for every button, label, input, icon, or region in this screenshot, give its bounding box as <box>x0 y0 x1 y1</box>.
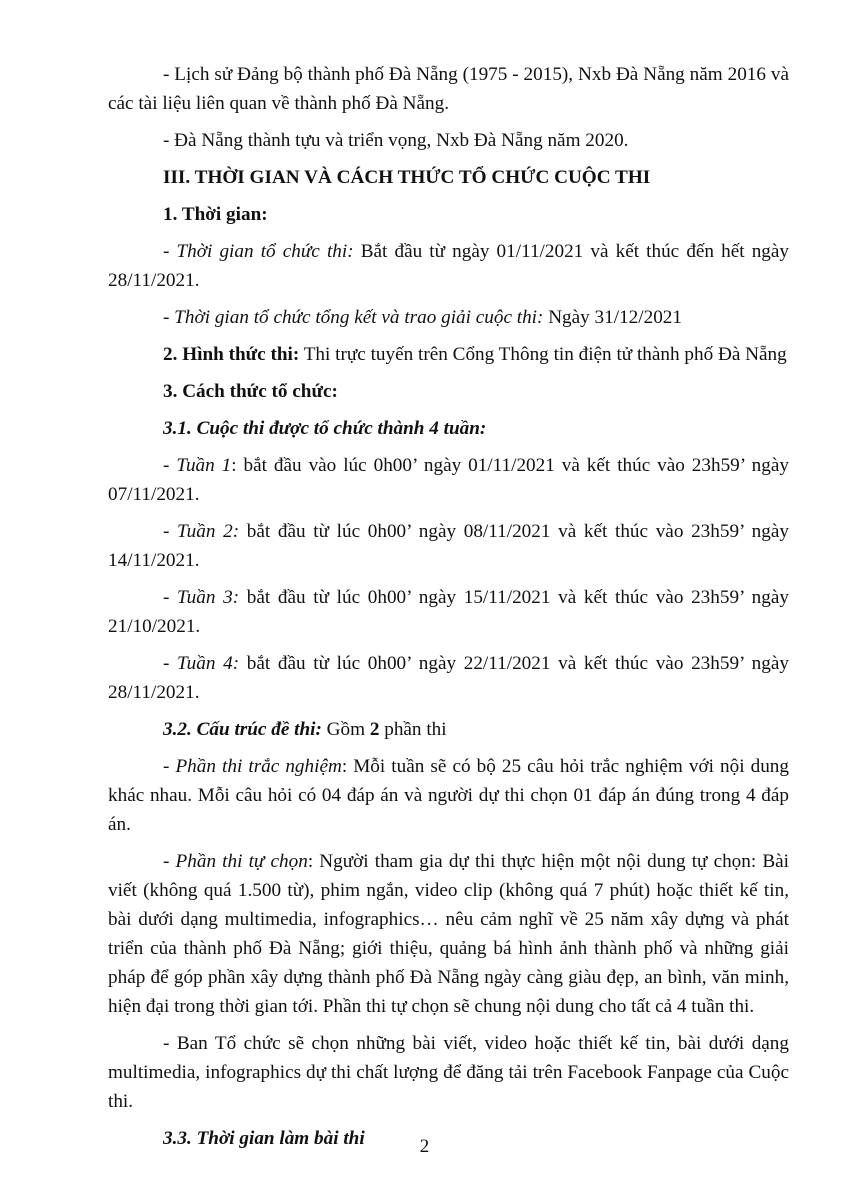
organizer-paragraph: - Ban Tổ chức sẽ chọn những bài viết, video hoặc thiết kế tin, bài dưới dạng multimedia, infographics dự thi chất lượng để đăng tải trên Facebook Fanpage của Cuộc thi. <box>108 1033 789 1112</box>
week-4-paragraph <box>108 649 789 707</box>
week-2-label: - Tuần 2: <box>163 521 240 542</box>
week-3-label: - Tuần 3: <box>163 587 240 608</box>
week-1-label: - Tuần 1 <box>163 455 232 476</box>
award-time-paragraph <box>108 303 789 332</box>
week-4-text: bắt đầu từ lúc 0h00’ ngày 22/11/2021 và kết thúc vào 23h59’ ngày 28/11/2021. <box>108 653 789 703</box>
multiple-choice-paragraph <box>108 752 789 839</box>
reference-item-1: - Lịch sử Đảng bộ thành phố Đà Nẵng (1975 - 2015), Nxb Đà Nẵng năm 2016 và các tài liệu liên quan về thành phố Đà Nẵng. <box>108 64 789 114</box>
subheading-exam-duration: 3.3. Thời gian làm bài thi <box>163 1128 365 1149</box>
week-1-paragraph <box>108 451 789 509</box>
week-3-text: bắt đầu từ lúc 0h00’ ngày 15/11/2021 và kết thúc vào 23h59’ ngày 21/10/2021. <box>108 587 789 637</box>
week-3-paragraph <box>108 583 789 641</box>
exam-format-label: 2. Hình thức thi: <box>163 344 300 365</box>
week-4-label: - Tuần 4: <box>163 653 240 674</box>
exam-structure-label: 3.2. Cấu trúc đề thi: <box>163 719 322 740</box>
multiple-choice-text: : Mỗi tuần sẽ có bộ 25 câu hỏi trắc nghiệm với nội dung khác nhau. Mỗi câu hỏi có 04 đáp án và người dự thi chọn 01 đáp án đúng trong 4 đáp án. <box>108 756 789 835</box>
free-choice-text: : Người tham gia dự thi thực hiện một nội dung tự chọn: Bài viết (không quá 1.500 từ), phim ngắn, video clip (không quá 7 phút) hoặc thiết kế tin, bài dưới dạng multimedia, infographics… nêu cảm nghĩ về 25 năm xây dựng và phát triển của thành phố Đà Nẵng; giới thiệu, quảng bá hình ảnh thành phố và những giải pháp để góp phần xây dựng thành phố Đà Nẵng ngày càng giàu đẹp, an bình, văn minh, hiện đại trong thời gian tới. Phần thi tự chọn sẽ chung nội dung cho tất cả 4 tuần thi. <box>108 851 789 1017</box>
week-2-text: bắt đầu từ lúc 0h00’ ngày 08/11/2021 và kết thúc vào 23h59’ ngày 14/11/2021. <box>108 521 789 571</box>
award-time-label: - Thời gian tổ chức tổng kết và trao giải cuộc thi: <box>163 307 544 328</box>
section-heading-iii: III. THỜI GIAN VÀ CÁCH THỨC TỔ CHỨC CUỘC THI <box>163 167 651 188</box>
week-1-text: : bắt đầu vào lúc 0h00’ ngày 01/11/2021 và kết thúc vào 23h59’ ngày 07/11/2021. <box>108 455 789 505</box>
exam-time-paragraph <box>108 237 789 295</box>
exam-structure-text-a: Gồm <box>321 719 370 740</box>
exam-structure-text-b: phần thi <box>379 719 447 740</box>
page-body <box>108 60 789 1161</box>
page-number: 2 <box>419 1136 430 1157</box>
exam-time-text: Bắt đầu từ ngày 01/11/2021 và kết thúc đến hết ngày 28/11/2021. <box>108 241 789 291</box>
exam-structure-paragraph <box>108 715 789 744</box>
free-choice-paragraph <box>108 847 789 1021</box>
exam-time-label: - Thời gian tổ chức thi: <box>163 241 354 262</box>
subheading-organization: 3. Cách thức tổ chức: <box>163 381 338 402</box>
subheading-weeks: 3.1. Cuộc thi được tổ chức thành 4 tuần: <box>163 418 487 439</box>
subheading-time: 1. Thời gian: <box>163 204 268 225</box>
award-time-text: Ngày 31/12/2021 <box>543 307 682 328</box>
multiple-choice-label: - Phần thi trắc nghiệm <box>163 756 342 777</box>
exam-format-text: Thi trực tuyến trên Cổng Thông tin điện tử thành phố Đà Nẵng <box>299 344 787 365</box>
week-2-paragraph <box>108 517 789 575</box>
free-choice-label: - Phần thi tự chọn <box>163 851 308 872</box>
exam-structure-count: 2 <box>369 719 380 740</box>
exam-format-paragraph <box>108 340 789 369</box>
reference-item-2: - Đà Nẵng thành tựu và triển vọng, Nxb Đà Nẵng năm 2020. <box>163 130 629 151</box>
